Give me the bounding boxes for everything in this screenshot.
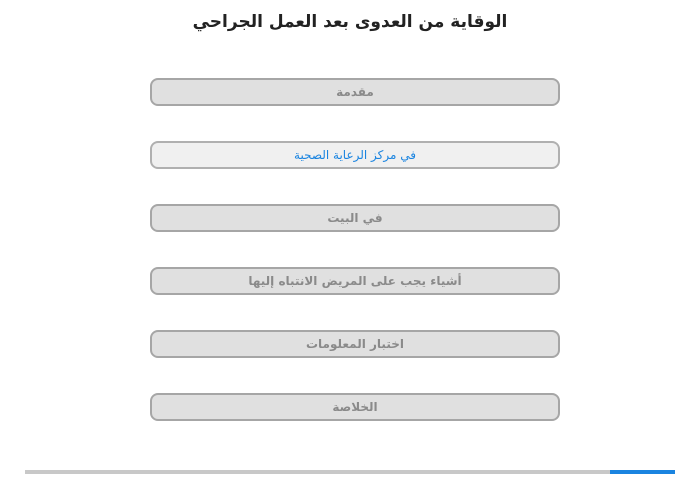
page-title: الوقاية من العدوى بعد العمل الجراحي <box>192 12 508 32</box>
menu-item-at-home[interactable]: في البيت <box>150 204 560 232</box>
progress-fill <box>610 470 675 474</box>
menu-item-things-to-watch[interactable]: أشياء يجب على المريض الانتباه إليها <box>150 267 560 295</box>
progress-bar <box>25 470 675 474</box>
menu-item-quiz[interactable]: اختبار المعلومات <box>150 330 560 358</box>
menu-item-at-healthcare-center[interactable]: في مركز الرعاية الصحية <box>150 141 560 169</box>
menu-item-introduction[interactable]: مقدمة <box>150 78 560 106</box>
menu-item-summary[interactable]: الخلاصة <box>150 393 560 421</box>
